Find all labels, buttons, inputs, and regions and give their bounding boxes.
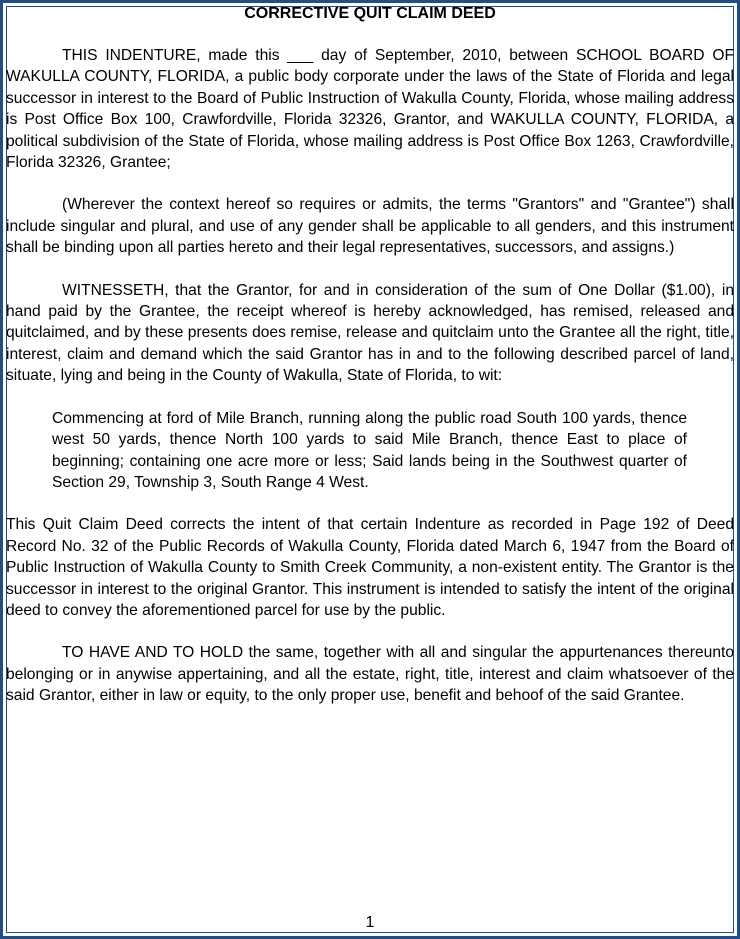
spacer [6, 24, 734, 45]
spacer [6, 621, 734, 642]
habendum-paragraph: TO HAVE AND TO HOLD the same, together with all and singular the appurtenances thereunto belonging or in anywise appertaining, and all the estate, right, title, interest and claim whatsoever of the said Grantor, either in law or equity, to the only proper use, benefit and behoof of the said Grantee. [6, 644, 734, 705]
spacer [6, 173, 734, 194]
witnesseth-paragraph: WITNESSETH, that the Grantor, for and in consideration of the sum of One Dollar ($1.00), in hand paid by the Grantee, the receipt whereof is hereby acknowledged, has remised, released and quitclaimed, and by these presents does remise, release and quitclaim unto the Grantee all the right, title, interest, claim and demand which the said Grantor has in and to the following described parcel of land, situate, lying and being in the County of Wakulla, State of Florida, to wit: [6, 281, 734, 385]
document-title: CORRECTIVE QUIT CLAIM DEED [244, 5, 496, 22]
correction-paragraph: This Quit Claim Deed corrects the intent of that certain Indenture as recorded in Page 192 of Deed Record No. 32 of the Public Records of Wakulla County, Florida dated March 6, 1947 from the Board of Public Instruction of Wakulla County to Smith Creek Community, a non-existent entity. The Grantor is the successor in interest to the original Grantor. This instrument is intended to satisfy the intent of the original deed to convey the aforementioned parcel for use by the public. [6, 516, 734, 619]
legal-description: Commencing at ford of Mile Branch, running along the public road South 100 yards, thence west 50 yards, thence North 100 yards to said Mile Branch, thence East to place of beginning; containing one acre more or less; Said lands being in the Southwest quarter of Section 29, Township 3, South Range 4 West. [52, 409, 687, 491]
spacer [6, 259, 734, 280]
indenture-paragraph: THIS INDENTURE, made this ___ day of September, 2010, between SCHOOL BOARD OF WAKULLA COUNTY, FLORIDA, a public body corporate under the laws of the State of Florida and legal successor in interest to the Board of Public Instruction of Wakulla County, Florida, whose mailing address is Post Office Box 100, Crawfordville, Florida 32326, Grantor, and WAKULLA COUNTY, FLORIDA, a political subdivision of the State of Florida, whose mailing address is Post Office Box 1263, Crawfordville, Florida 32326, Grantee; [6, 47, 734, 172]
deed-document [6, 4, 734, 707]
spacer [6, 493, 734, 514]
context-paragraph: (Wherever the context hereof so requires or admits, the terms "Grantors" and "Grantee") shall include singular and plural, and use of any gender shall be applicable to all genders, and this instrument shall be binding upon all parties hereto and their legal representatives, successors, and assigns.) [6, 196, 734, 257]
spacer [6, 387, 734, 408]
page-number: 1 [365, 914, 375, 931]
